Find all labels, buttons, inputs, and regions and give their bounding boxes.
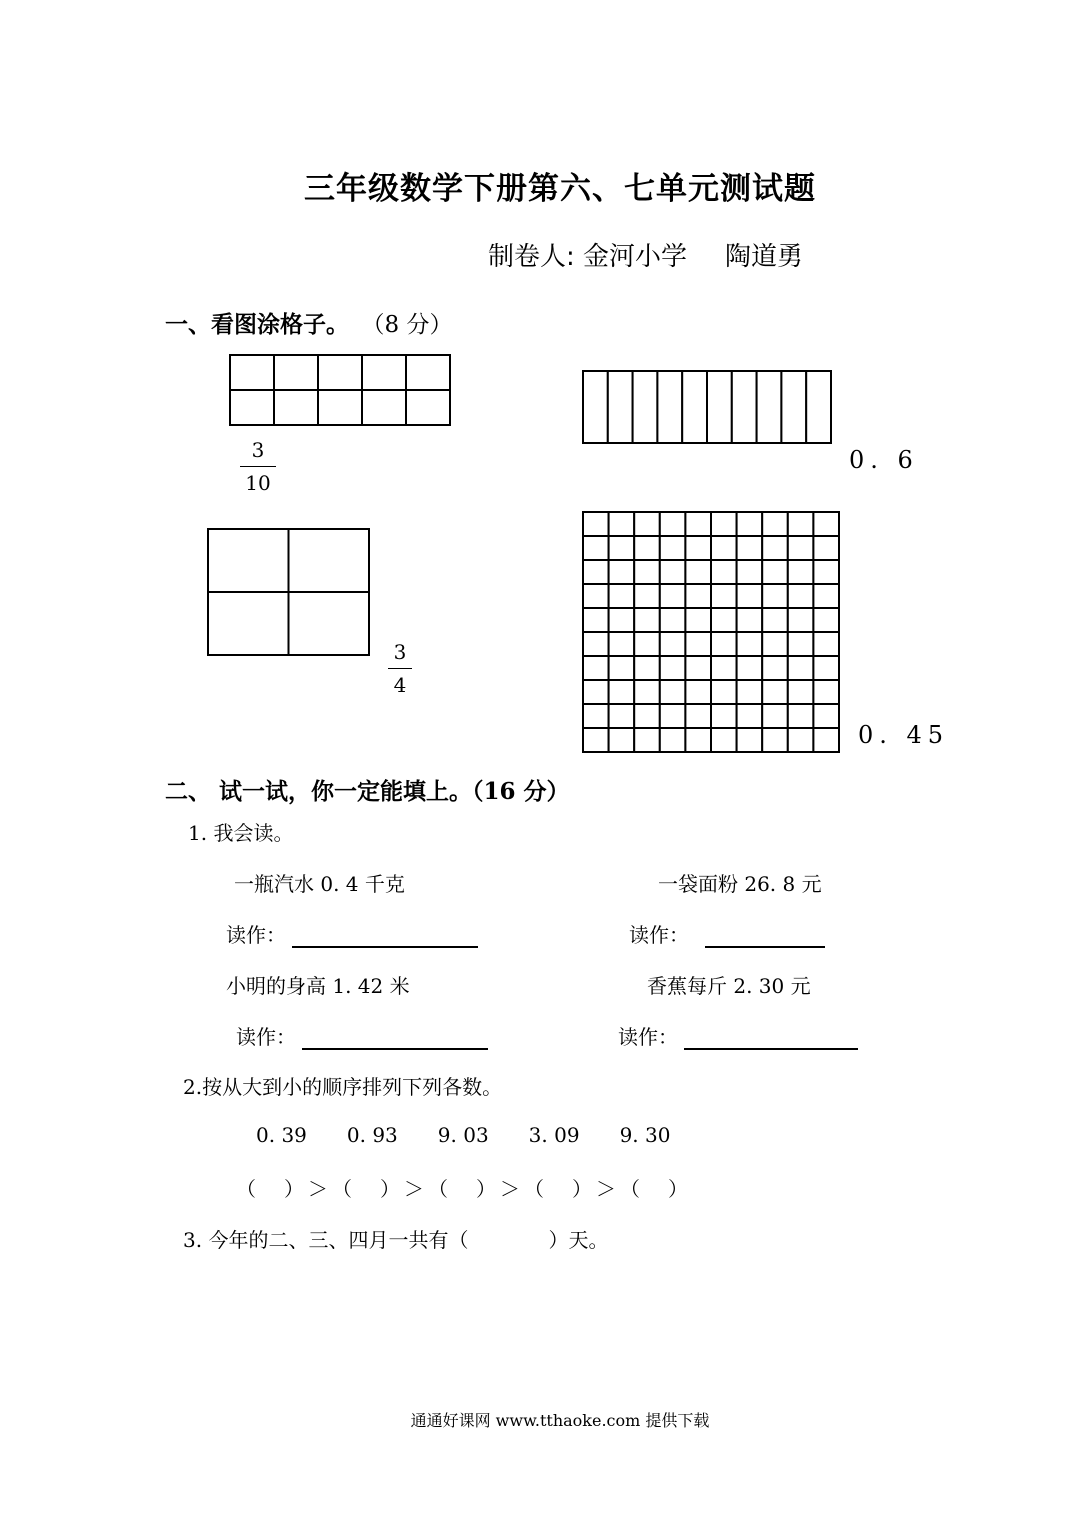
read-label: 读作： bbox=[629, 923, 689, 947]
q1-item-2-answer bbox=[629, 919, 825, 948]
grid-cell[interactable] bbox=[318, 355, 362, 390]
grid-cell[interactable] bbox=[762, 584, 788, 608]
grid-cell[interactable] bbox=[737, 584, 763, 608]
grid-cell[interactable] bbox=[762, 608, 788, 632]
strip-1x10[interactable] bbox=[582, 370, 832, 444]
grid-cell[interactable] bbox=[230, 390, 274, 425]
grid-cell[interactable] bbox=[685, 632, 711, 656]
value-0-6: 0. 6 bbox=[849, 446, 919, 474]
grid-cell[interactable] bbox=[685, 584, 711, 608]
grid-cell[interactable] bbox=[634, 608, 660, 632]
read-label: 读作： bbox=[236, 1025, 296, 1049]
author-name: 陶道勇 bbox=[725, 242, 804, 272]
grid-cell[interactable] bbox=[813, 584, 839, 608]
grid-cell[interactable] bbox=[634, 728, 660, 752]
read-label: 读作： bbox=[618, 1025, 678, 1049]
fraction-bar bbox=[388, 668, 412, 669]
answer-blank[interactable] bbox=[684, 1026, 858, 1050]
grid-cell[interactable] bbox=[634, 560, 660, 584]
q1-item-3-answer bbox=[236, 1021, 488, 1050]
grid-cell[interactable] bbox=[660, 656, 686, 680]
grid-cell[interactable] bbox=[583, 371, 608, 443]
fraction-bar bbox=[240, 466, 276, 467]
grid-cell[interactable] bbox=[711, 512, 737, 536]
fraction-3-4 bbox=[388, 638, 412, 699]
grid-cell[interactable] bbox=[762, 680, 788, 704]
grid-cell[interactable] bbox=[707, 371, 732, 443]
section2-heading: 二、 试一试，你一定能填上。（16 分） bbox=[165, 778, 570, 805]
grid-cell[interactable] bbox=[609, 584, 635, 608]
q2-order-blanks[interactable]: （ ）＞（ ）＞（ ）＞（ ）＞（ ） bbox=[236, 1177, 692, 1201]
grid-cell[interactable] bbox=[609, 512, 635, 536]
grid-cell[interactable] bbox=[813, 632, 839, 656]
grid-cell[interactable] bbox=[289, 529, 370, 592]
grid-cell[interactable] bbox=[737, 560, 763, 584]
grid-cell[interactable] bbox=[362, 390, 406, 425]
grid-cell[interactable] bbox=[685, 704, 711, 728]
section1-title: 一、看图涂格子。 bbox=[165, 311, 349, 338]
grid-cell[interactable] bbox=[685, 656, 711, 680]
grid-cell[interactable] bbox=[813, 728, 839, 752]
grid-cell[interactable] bbox=[711, 632, 737, 656]
grid-cell[interactable] bbox=[813, 704, 839, 728]
grid-10x10[interactable] bbox=[582, 511, 840, 753]
q2-number: 0. 93 bbox=[346, 1123, 398, 1147]
read-label: 读作： bbox=[226, 923, 286, 947]
author-label: 制卷人: 金河小学 bbox=[488, 242, 688, 272]
grid-cell[interactable] bbox=[737, 728, 763, 752]
grid-cell[interactable] bbox=[609, 704, 635, 728]
grid-cell[interactable] bbox=[737, 704, 763, 728]
q2-number: 9. 30 bbox=[619, 1123, 671, 1147]
grid-cell[interactable] bbox=[788, 536, 814, 560]
grid-cell[interactable] bbox=[813, 512, 839, 536]
grid-cell[interactable] bbox=[583, 728, 609, 752]
grid-cell[interactable] bbox=[762, 632, 788, 656]
fraction-denominator: 10 bbox=[245, 471, 271, 495]
grid-cell[interactable] bbox=[813, 560, 839, 584]
q2-number: 0. 39 bbox=[256, 1123, 307, 1147]
value-0-45: 0. 45 bbox=[858, 721, 950, 749]
grid-cell[interactable] bbox=[274, 355, 318, 390]
grid-cell[interactable] bbox=[788, 680, 814, 704]
q2-number: 3. 09 bbox=[528, 1123, 580, 1147]
grid-cell[interactable] bbox=[660, 608, 686, 632]
grid-cell[interactable] bbox=[609, 560, 635, 584]
grid-2x2[interactable] bbox=[207, 528, 370, 656]
grid-cell[interactable] bbox=[788, 704, 814, 728]
grid-cell[interactable] bbox=[660, 680, 686, 704]
answer-blank[interactable] bbox=[292, 924, 478, 948]
grid-cell[interactable] bbox=[657, 371, 682, 443]
grid-cell[interactable] bbox=[583, 632, 609, 656]
grid-cell[interactable] bbox=[762, 656, 788, 680]
grid-cell[interactable] bbox=[762, 560, 788, 584]
answer-blank[interactable] bbox=[302, 1026, 488, 1050]
grid-cell[interactable] bbox=[634, 536, 660, 560]
q1-item-4-text: 香蕉每斤 2. 30 元 bbox=[647, 974, 811, 998]
grid-cell[interactable] bbox=[762, 728, 788, 752]
grid-cell[interactable] bbox=[634, 584, 660, 608]
q1-item-2-text: 一袋面粉 26. 8 元 bbox=[658, 872, 822, 896]
grid-cell[interactable] bbox=[634, 704, 660, 728]
grid-cell[interactable] bbox=[634, 512, 660, 536]
grid-cell[interactable] bbox=[230, 355, 274, 390]
q1-item-1-answer bbox=[226, 919, 478, 948]
grid-cell[interactable] bbox=[711, 584, 737, 608]
grid-cell[interactable] bbox=[660, 584, 686, 608]
grid-cell[interactable] bbox=[685, 512, 711, 536]
grid-cell[interactable] bbox=[633, 371, 658, 443]
q1-item-4-answer bbox=[618, 1021, 858, 1050]
grid-cell[interactable] bbox=[583, 536, 609, 560]
grid-cell[interactable] bbox=[682, 371, 707, 443]
section1-heading bbox=[165, 306, 452, 339]
q2-numbers bbox=[256, 1123, 710, 1147]
grid-cell[interactable] bbox=[757, 371, 782, 443]
grid-cell[interactable] bbox=[660, 512, 686, 536]
fraction-numerator: 3 bbox=[251, 438, 265, 462]
grid-cell[interactable] bbox=[583, 512, 609, 536]
grid-cell[interactable] bbox=[208, 592, 289, 655]
grid-cell[interactable] bbox=[711, 656, 737, 680]
grid-cell[interactable] bbox=[583, 704, 609, 728]
grid-cell[interactable] bbox=[583, 584, 609, 608]
q1-item-3-text: 小明的身高 1. 42 米 bbox=[226, 974, 410, 998]
grid-cell[interactable] bbox=[583, 680, 609, 704]
grid-cell[interactable] bbox=[711, 608, 737, 632]
q2-number: 9. 03 bbox=[437, 1123, 489, 1147]
grid-cell[interactable] bbox=[813, 608, 839, 632]
grid-cell[interactable] bbox=[762, 512, 788, 536]
grid-cell[interactable] bbox=[609, 728, 635, 752]
grid-cell[interactable] bbox=[634, 680, 660, 704]
grid-cell[interactable] bbox=[685, 608, 711, 632]
grid-cell[interactable] bbox=[318, 390, 362, 425]
grid-cell[interactable] bbox=[406, 390, 450, 425]
grid-2x5[interactable] bbox=[229, 354, 451, 426]
answer-blank[interactable] bbox=[705, 924, 825, 948]
grid-cell[interactable] bbox=[813, 680, 839, 704]
grid-cell[interactable] bbox=[660, 728, 686, 752]
grid-cell[interactable] bbox=[583, 608, 609, 632]
grid-cell[interactable] bbox=[788, 728, 814, 752]
grid-cell[interactable] bbox=[737, 656, 763, 680]
grid-cell[interactable] bbox=[685, 728, 711, 752]
grid-cell[interactable] bbox=[813, 536, 839, 560]
grid-cell[interactable] bbox=[609, 656, 635, 680]
grid-cell[interactable] bbox=[737, 608, 763, 632]
grid-cell[interactable] bbox=[685, 680, 711, 704]
section1-score: （8 分） bbox=[373, 312, 453, 338]
grid-cell[interactable] bbox=[762, 704, 788, 728]
grid-cell[interactable] bbox=[788, 560, 814, 584]
grid-cell[interactable] bbox=[609, 680, 635, 704]
grid-cell[interactable] bbox=[788, 608, 814, 632]
grid-cell[interactable] bbox=[737, 632, 763, 656]
grid-cell[interactable] bbox=[660, 704, 686, 728]
grid-cell[interactable] bbox=[289, 592, 370, 655]
grid-cell[interactable] bbox=[660, 632, 686, 656]
grid-cell[interactable] bbox=[660, 560, 686, 584]
q3-text: 3. 今年的二、三、四月一共有（ ）天。 bbox=[183, 1228, 609, 1252]
grid-cell[interactable] bbox=[634, 656, 660, 680]
grid-cell[interactable] bbox=[788, 584, 814, 608]
page-footer: 通通好课网 www.tthaoke.com 提供下载 bbox=[410, 1411, 710, 1430]
grid-cell[interactable] bbox=[711, 728, 737, 752]
q1-item-1-text: 一瓶汽水 0. 4 千克 bbox=[234, 872, 405, 896]
grid-cell[interactable] bbox=[609, 608, 635, 632]
author-line bbox=[488, 236, 803, 273]
fraction-numerator: 3 bbox=[393, 640, 407, 664]
grid-cell[interactable] bbox=[208, 529, 289, 592]
grid-cell[interactable] bbox=[711, 560, 737, 584]
grid-cell[interactable] bbox=[406, 355, 450, 390]
grid-cell[interactable] bbox=[609, 632, 635, 656]
grid-cell[interactable] bbox=[711, 536, 737, 560]
grid-cell[interactable] bbox=[732, 371, 757, 443]
grid-cell[interactable] bbox=[788, 656, 814, 680]
grid-cell[interactable] bbox=[711, 704, 737, 728]
q2-label: 2.按从大到小的顺序排列下列各数。 bbox=[183, 1075, 503, 1099]
grid-cell[interactable] bbox=[362, 355, 406, 390]
grid-cell[interactable] bbox=[762, 536, 788, 560]
grid-cell[interactable] bbox=[583, 560, 609, 584]
grid-cell[interactable] bbox=[737, 536, 763, 560]
fraction-denominator: 4 bbox=[393, 673, 407, 697]
grid-cell[interactable] bbox=[806, 371, 831, 443]
grid-cell[interactable] bbox=[788, 632, 814, 656]
page-title: 三年级数学下册第六、七单元测试题 bbox=[304, 171, 816, 207]
grid-cell[interactable] bbox=[781, 371, 806, 443]
grid-cell[interactable] bbox=[788, 512, 814, 536]
grid-cell[interactable] bbox=[634, 632, 660, 656]
grid-cell[interactable] bbox=[685, 560, 711, 584]
grid-cell[interactable] bbox=[711, 680, 737, 704]
q1-label: 1. 我会读。 bbox=[188, 821, 294, 845]
grid-cell[interactable] bbox=[737, 512, 763, 536]
grid-cell[interactable] bbox=[685, 536, 711, 560]
grid-cell[interactable] bbox=[737, 680, 763, 704]
grid-cell[interactable] bbox=[608, 371, 633, 443]
grid-cell[interactable] bbox=[274, 390, 318, 425]
fraction-3-10 bbox=[240, 436, 276, 497]
grid-cell[interactable] bbox=[813, 656, 839, 680]
grid-cell[interactable] bbox=[660, 536, 686, 560]
grid-cell[interactable] bbox=[583, 656, 609, 680]
grid-cell[interactable] bbox=[609, 536, 635, 560]
